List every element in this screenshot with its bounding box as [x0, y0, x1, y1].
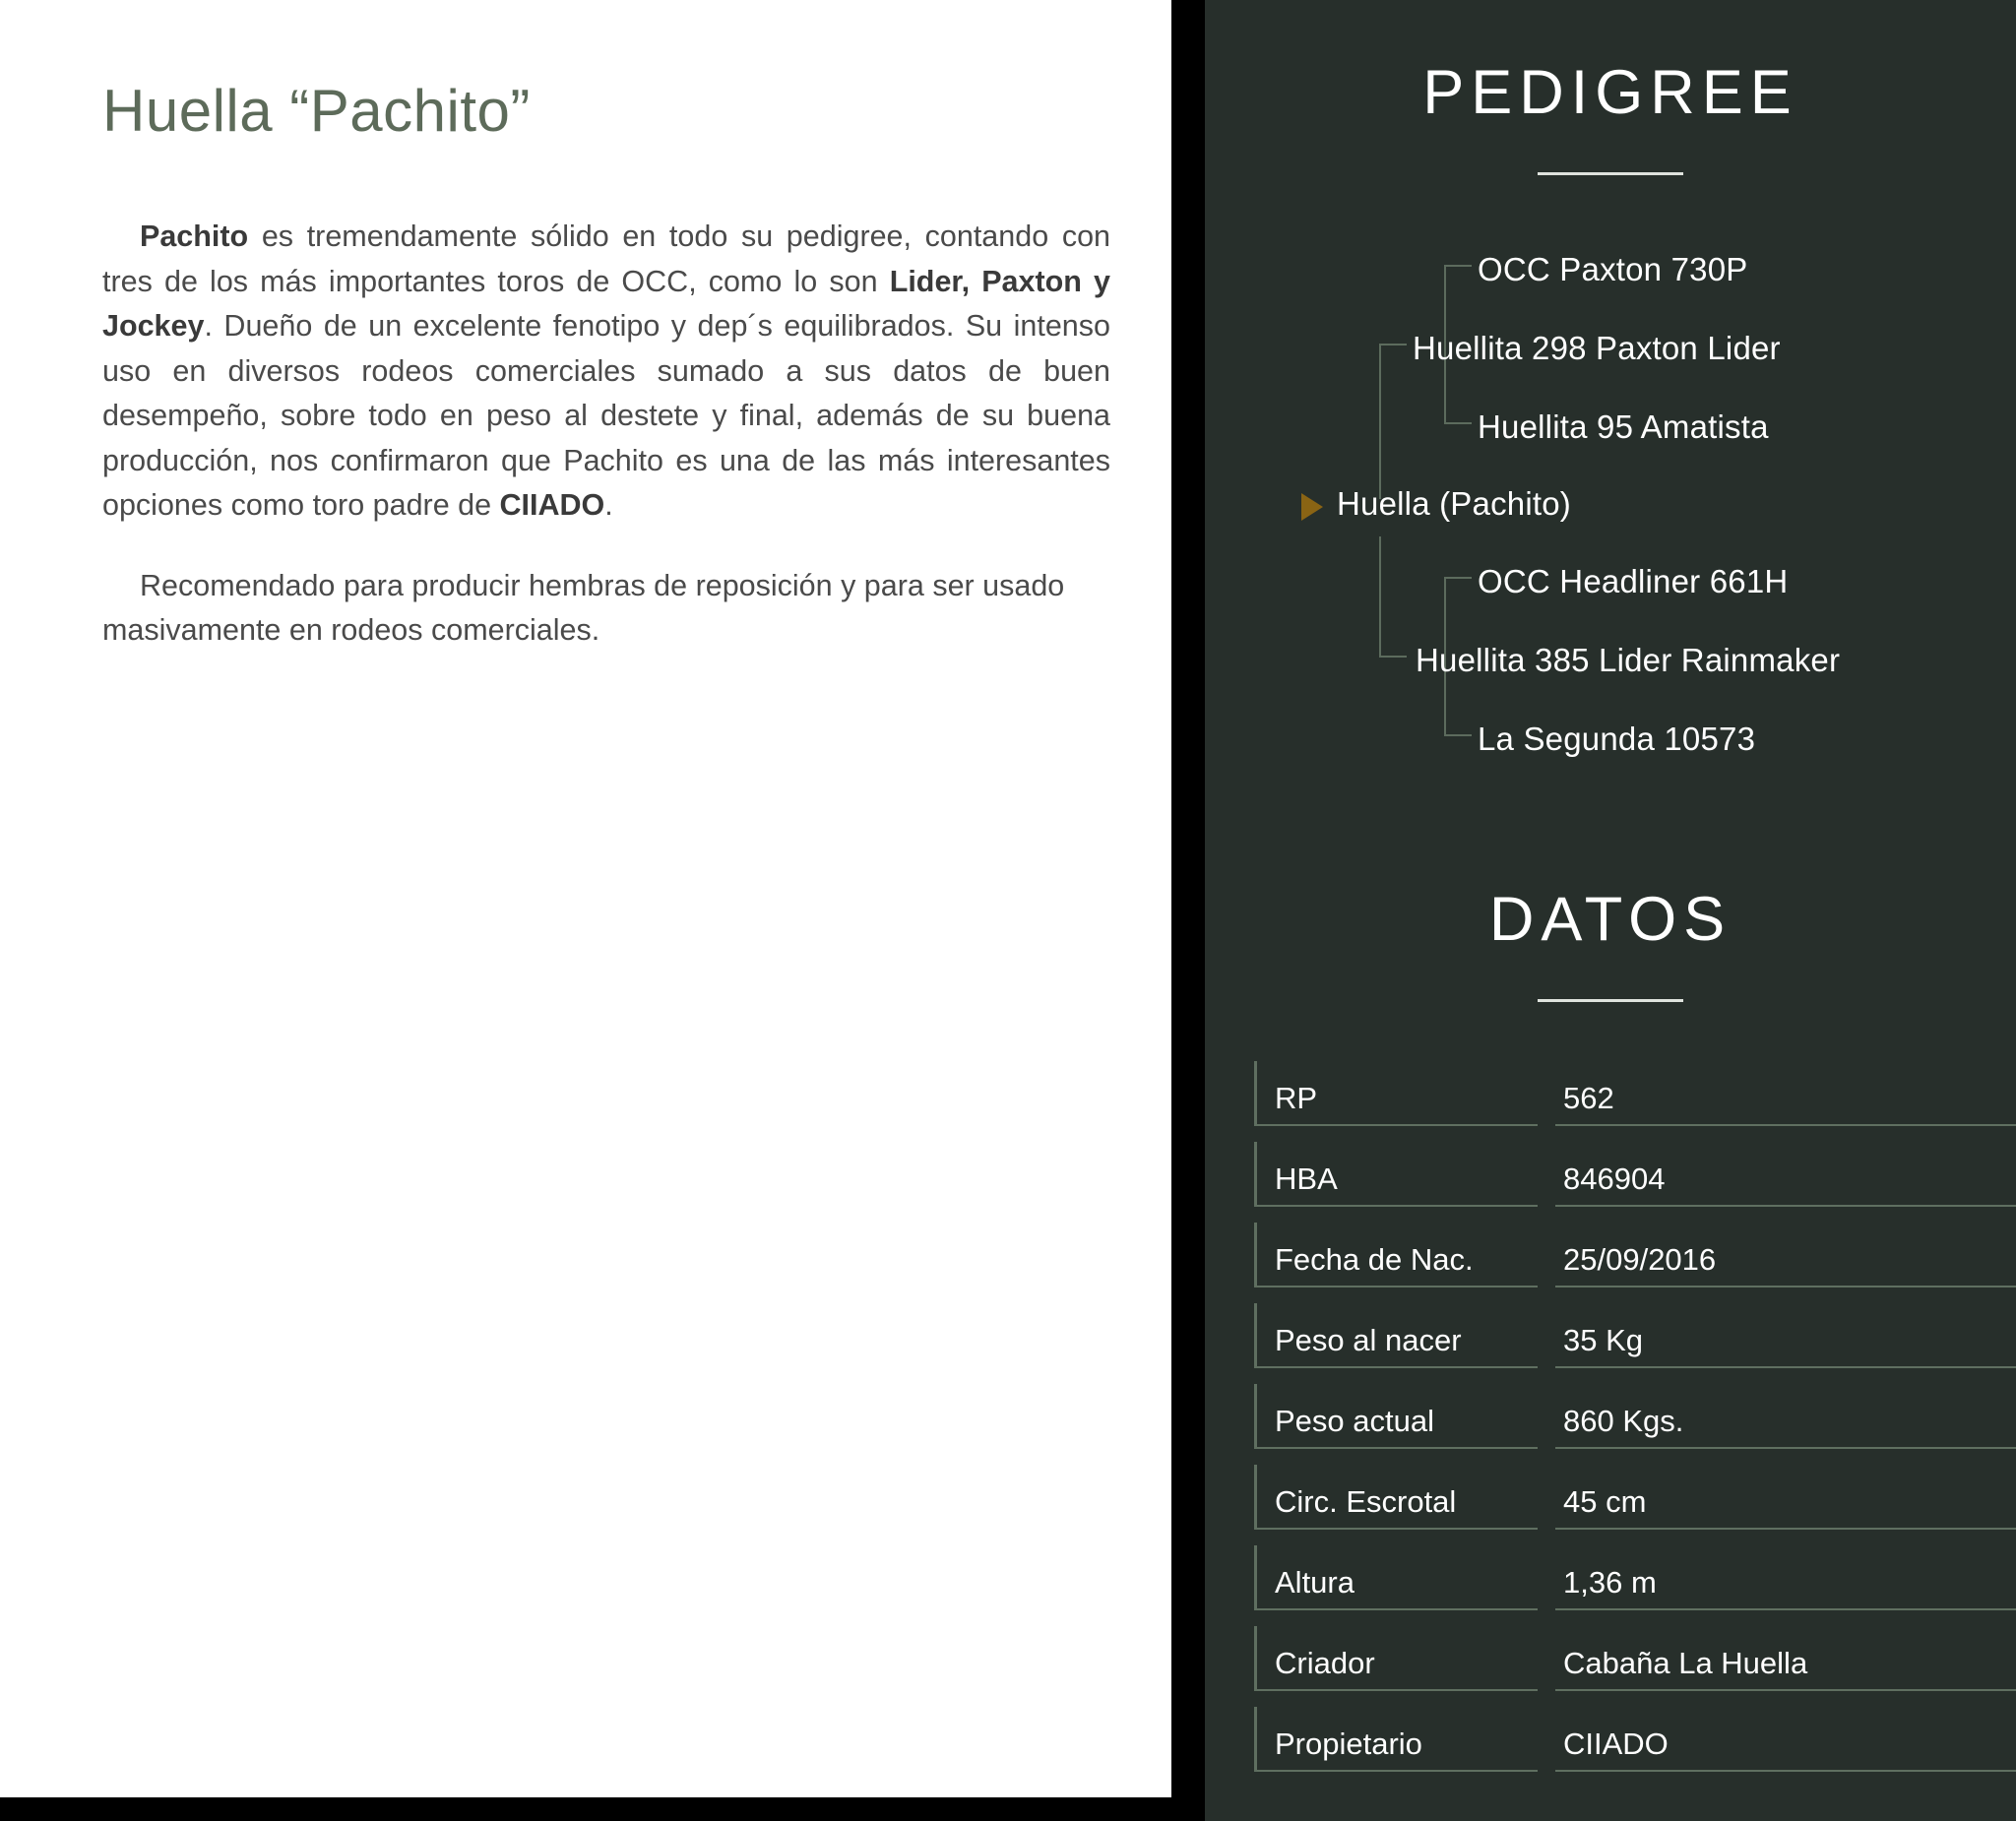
datos-heading: DATOS: [1488, 885, 1732, 954]
pedigree-heading-rule: [1538, 172, 1683, 175]
tree-line-sire-spine-h: [1379, 344, 1407, 345]
row-label: RP: [1254, 1061, 1538, 1126]
table-row: [1254, 1691, 2012, 1772]
page-title: Huella “Pachito”: [102, 78, 531, 144]
tree-line-dam-spine-h: [1379, 656, 1407, 658]
row-label: Criador: [1254, 1626, 1538, 1691]
description-text: [102, 215, 1110, 654]
pedigree-node-sire-dam: Huellita 95 Amatista: [1478, 408, 1769, 445]
table-row: [1254, 1610, 2012, 1691]
pedigree-node-dam-dam: La Segunda 10573: [1478, 721, 1756, 757]
row-label: Fecha de Nac.: [1254, 1223, 1538, 1287]
table-row: [1254, 1449, 2012, 1530]
row-value: 45 cm: [1555, 1465, 2016, 1530]
table-row: [1254, 1045, 2012, 1126]
body-text: es tremendamente sólido en todo su pedigree, contando con tres de los más importantes toros de OCC, como lo son: [102, 220, 1110, 298]
row-label: Peso actual: [1254, 1384, 1538, 1449]
body-text: Recomendado para producir hembras de reposición y para ser usado masivamente en rodeos comerciales.: [102, 568, 1065, 647]
datos-table: [1254, 1045, 2012, 1772]
row-label: Circ. Escrotal: [1254, 1465, 1538, 1530]
tree-line-sire-sire-h: [1444, 265, 1472, 267]
pedigree-node-self: Huella (Pachito): [1337, 485, 1571, 522]
table-row: [1254, 1368, 2012, 1449]
row-label: Altura: [1254, 1545, 1538, 1610]
row-label: Propietario: [1254, 1707, 1538, 1772]
emphasis-text: Lider, Paxton y Jockey: [102, 264, 1110, 343]
row-value: 846904: [1555, 1142, 2016, 1207]
row-value: 562: [1555, 1061, 2016, 1126]
row-value: 1,36 m: [1555, 1545, 2016, 1610]
paragraph-1: [102, 215, 1110, 529]
pedigree-node-dam: Huellita 385 Lider Rainmaker: [1416, 642, 1841, 678]
table-row: [1254, 1287, 2012, 1368]
datos-heading-rule: [1538, 999, 1683, 1002]
pedigree-node-dam-sire: OCC Headliner 661H: [1478, 563, 1789, 599]
pedigree-heading: PEDIGREE: [1422, 58, 1798, 127]
pedigree-data-panel: [1205, 0, 2016, 1821]
tree-line-sire-dam-h: [1444, 422, 1472, 424]
emphasis-text: CIIADO: [499, 488, 605, 522]
tree-line-dam-sire-h: [1444, 577, 1472, 579]
pedigree-node-sire: Huellita 298 Paxton Lider: [1413, 330, 1781, 366]
row-value: 25/09/2016: [1555, 1223, 2016, 1287]
row-label: Peso al nacer: [1254, 1303, 1538, 1368]
tree-line-spine-lower: [1379, 536, 1381, 656]
table-row: [1254, 1207, 2012, 1287]
paragraph-2: [102, 564, 1110, 654]
row-value: Cabaña La Huella: [1555, 1626, 2016, 1691]
emphasis-text: Pachito: [140, 220, 249, 253]
row-label: HBA: [1254, 1142, 1538, 1207]
table-row: [1254, 1126, 2012, 1207]
table-row: [1254, 1530, 2012, 1610]
body-text: .: [604, 488, 613, 522]
pedigree-node-sire-sire: OCC Paxton 730P: [1478, 251, 1748, 287]
row-value: 35 Kg: [1555, 1303, 2016, 1368]
tree-line-spine-upper: [1379, 344, 1381, 499]
body-text: . Dueño de un excelente fenotipo y dep´s equilibrados. Su intenso uso en diversos rodeos comerciales sumado a sus datos de buen desempeño, sobre todo en peso al destete y final, además de su buena producción, nos confirmaron que Pachito es una de las más interesantes opciones como toro padre de: [102, 309, 1110, 522]
tree-line-dam-dam-h: [1444, 734, 1472, 736]
pedigree-tree: [1205, 251, 2016, 757]
self-marker-triangle-icon: [1301, 493, 1323, 521]
row-value: CIIADO: [1555, 1707, 2016, 1772]
row-value: 860 Kgs.: [1555, 1384, 2016, 1449]
bottom-edge-strip: [0, 1797, 1171, 1809]
